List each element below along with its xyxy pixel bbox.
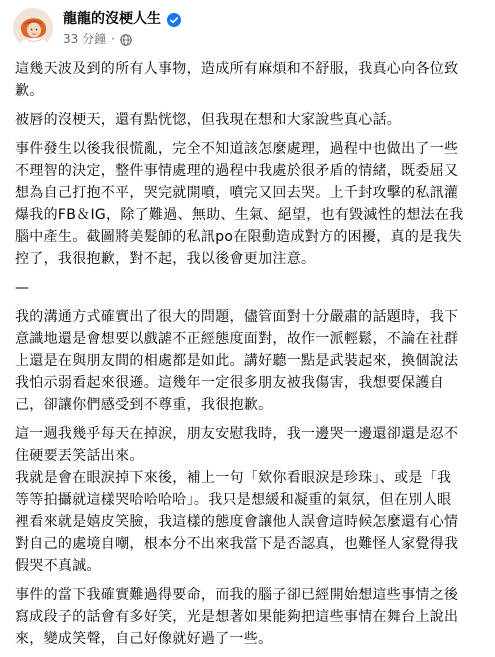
paragraph-intro: 被唇的沒梗天，還有點恍惚，但我現在想和大家說些真心話。: [15, 112, 402, 128]
section-divider: —: [15, 280, 30, 296]
avatar[interactable]: [13, 8, 53, 48]
author-name[interactable]: 龍龍的沒梗人生: [63, 11, 161, 27]
post-subline: [63, 32, 181, 47]
verified-badge-icon: [167, 12, 181, 26]
paragraph-incident: 事件發生以後我很慌亂，完全不知道該怎麼處理，過程中也做出了一些 不理智的決定，整件事情處理的過程中我處於很矛盾的情緒，既委屈又 想為自己打抱不平，哭完就開噴，噴完又回去哭。上千封攻擊的私訊灌 爆我的FB＆IG，除了難過、無助、生氣、絕望，也有毀滅性的想法在我 腦中產生。截圖將美髮師的私訊po在限動造成對方的困擾，真的是我失 控了，我很抱歉，對不起，我以後會更加注意。: [15, 141, 464, 267]
post-header: [13, 8, 181, 48]
post-body: [15, 58, 481, 657]
paragraph-jokes: 事件的當下我確實難過得要命，而我的腦子卻已經開始想這些事情之後 寫成段子的話會有多好笑，光是想著如果能夠把這些事情在舞台上說出 來，變成笑聲，自己好像就好過了一些。: [15, 587, 459, 647]
separator-dot: ·: [111, 32, 115, 46]
paragraph-communication: 我的溝通方式確實出了很大的問題，儘管面對十分嚴肅的話題時，我下 意識地還是會想要以戲謔不正經態度面對，故作一派輕鬆，不論在社群 上還是在與朋友間的相處都是如此。講好聽一點是武裝起來，換個說法 我怕示弱看起來很遜。這幾年一定很多朋友被我傷害，我想要保護自 己，卻讓你們感受到不尊重，我很抱歉。: [15, 309, 459, 413]
paragraph-crying: 這一週我幾乎每天在掉淚，朋友安慰我時，我一邊哭一邊還卻還是忍不 住硬要丟笑話出來。 我就是會在眼淚掉下來後，補上一句「欸你看眼淚是珍珠」、或是「我 等等拍攝就這樣哭哈哈哈哈」。我只是想緩和凝重的氣氛，但在別人眼 裡看來就是嬉皮笑臉，我這樣的態度會讓他人誤會這時候怎麼還有心情 對自己的處境自嘲，根本分不出來我當下是否認真，也難怪人家覺得我 假哭不真誠。: [15, 426, 459, 574]
globe-icon[interactable]: [120, 34, 132, 46]
post-meta: [63, 8, 181, 47]
paragraph-apology: 這幾天波及到的所有人事物，造成所有麻煩和不舒服，我真心向各位致 歉。: [15, 61, 459, 99]
avatar-image: [13, 8, 53, 48]
author-row: [63, 10, 181, 28]
post-timestamp[interactable]: 33 分鐘: [63, 32, 107, 46]
